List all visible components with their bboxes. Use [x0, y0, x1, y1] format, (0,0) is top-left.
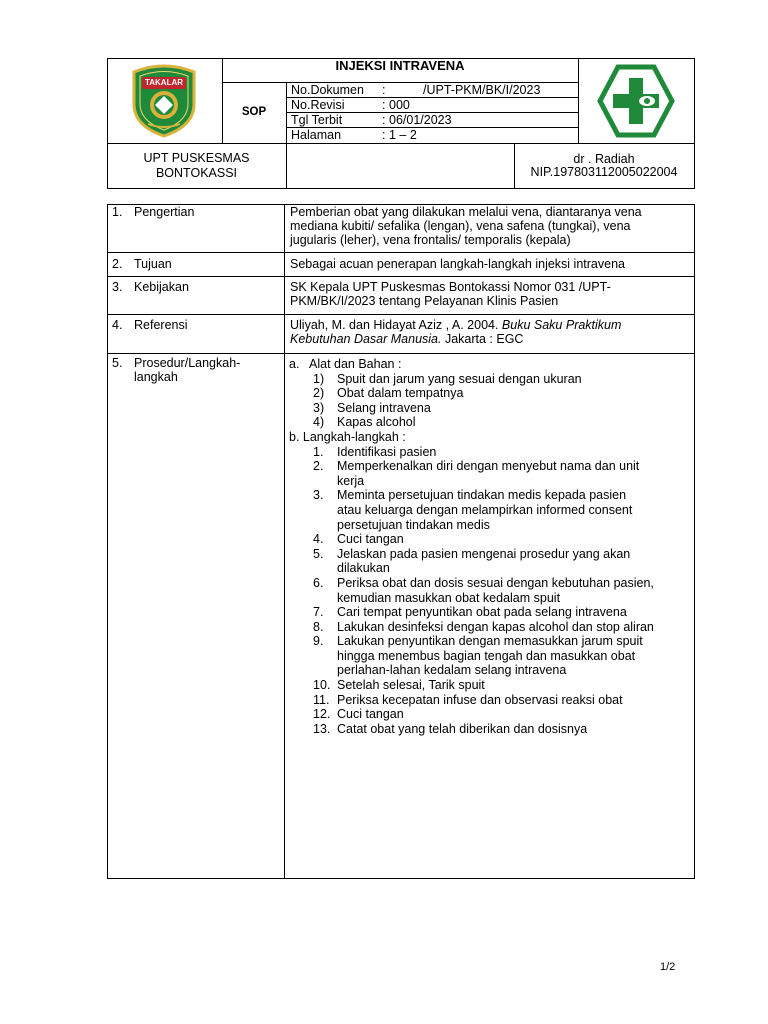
- section-label-line1: Prosedur/Langkah-: [134, 356, 241, 370]
- doc-field-sep: :: [382, 128, 386, 142]
- section-number: 1.: [112, 205, 123, 219]
- step-number: 4.: [313, 532, 324, 547]
- step-text-line: perlahan-lahan kedalam selang intravena: [337, 663, 567, 678]
- document-title: INJEKSI INTRAVENA: [335, 58, 465, 73]
- step-item: [289, 634, 689, 678]
- step-number: 5.: [313, 546, 324, 561]
- org-name-line1: UPT PUSKESMAS: [143, 151, 250, 165]
- tool-item-number: 4): [313, 415, 325, 430]
- tool-item-text: Obat dalam tempatnya: [337, 386, 464, 401]
- step-item: [289, 576, 689, 605]
- tool-item-number: 2): [313, 386, 325, 401]
- reference-title-part2: Kebutuhan Dasar Manusia.: [290, 332, 442, 346]
- doc-field-value: 000: [389, 98, 410, 112]
- doc-field-value: /UPT-PKM/BK/I/2023: [423, 83, 541, 97]
- procedure-list: [289, 357, 689, 736]
- step-item: [289, 459, 689, 488]
- step-number: 9.: [313, 634, 324, 649]
- tool-item-text: Spuit dan jarum yang sesuai dengan ukuran: [337, 371, 582, 386]
- tool-item: [289, 401, 689, 416]
- step-number: 12.: [313, 707, 331, 722]
- section-text-line: PKM/BK/I/2023 tentang Pelayanan Klinis Pasien: [290, 294, 559, 308]
- section-number: 3.: [112, 280, 123, 294]
- tool-item: [289, 415, 689, 430]
- step-item: [289, 722, 689, 737]
- reference-line-2: [290, 332, 523, 347]
- takalar-logo-text: TAKALAR: [144, 78, 184, 87]
- step-item: [289, 445, 689, 460]
- step-number: 1.: [313, 444, 324, 459]
- section-number: 4.: [112, 318, 123, 332]
- step-text-line: Catat obat yang telah diberikan dan dosisnya: [337, 721, 588, 736]
- takalar-logo: [128, 64, 200, 138]
- procedure-part-b-title: b. Langkah-langkah :: [289, 429, 406, 444]
- step-number: 7.: [313, 605, 324, 620]
- reference-title-part1: Buku Saku Praktikum: [501, 318, 622, 332]
- tool-item: [289, 372, 689, 387]
- step-item: [289, 532, 689, 547]
- part-marker: a.: [289, 357, 300, 371]
- doc-field-value: 1 – 2: [389, 128, 417, 142]
- step-text-line: Jelaskan pada pasien mengenai prosedur yang akan: [337, 546, 631, 561]
- tool-item-number: 3): [313, 400, 325, 415]
- signer-nip: NIP.197803112005022004: [530, 165, 678, 179]
- doc-field-label: Tgl Terbit: [291, 113, 343, 127]
- step-text-line: atau keluarga dengan melampirkan informed consent: [337, 502, 633, 517]
- reference-line-1: [290, 318, 621, 333]
- step-number: 8.: [313, 619, 324, 634]
- step-text-line: Memperkenalkan diri dengan menyebut nama dan unit: [337, 459, 640, 474]
- step-number: 11.: [313, 692, 330, 707]
- section-text-line: jugularis (leher), vena frontalis/ temporalis (kepala): [290, 233, 571, 247]
- step-text-line: persetujuan tindakan medis: [337, 517, 490, 532]
- tool-item: [289, 386, 689, 401]
- step-number: 2.: [313, 459, 324, 474]
- step-number: 10.: [313, 678, 331, 693]
- step-text-line: Cuci tangan: [337, 707, 404, 722]
- step-text-line: Periksa kecepatan infuse dan observasi reaksi obat: [337, 692, 623, 707]
- step-item: [289, 620, 689, 635]
- doc-field-label: No.Dokumen: [291, 83, 364, 97]
- step-text-line: Lakukan desinfeksi dengan kapas alcohol dan stop aliran: [337, 619, 654, 634]
- reference-publisher: Jakarta : EGC: [441, 332, 524, 346]
- tool-item-text: Kapas alcohol: [337, 415, 416, 430]
- doc-field-sep: :: [382, 83, 386, 97]
- section-number: 5.: [112, 356, 123, 370]
- reference-author: Uliyah, M. dan Hidayat Aziz , A. 2004.: [290, 318, 502, 332]
- section-label: Tujuan: [134, 257, 172, 271]
- step-text-line: kemudian masukkan obat kedalam spuit: [337, 590, 561, 605]
- section-label-line2: langkah: [134, 370, 178, 384]
- doc-field-value: 06/01/2023: [389, 113, 452, 127]
- section-label: Pengertian: [134, 205, 195, 219]
- step-text-line: Identifikasi pasien: [337, 444, 437, 459]
- section-text-line: mediana kubiti/ sefalika (lengan), vena safena (tungkai), vena: [290, 219, 631, 233]
- step-text-line: Setelah selesai, Tarik spuit: [337, 678, 485, 693]
- section-label: Referensi: [134, 318, 188, 332]
- step-text-line: Periksa obat dan dosis sesuai dengan kebutuhan pasien,: [337, 575, 654, 590]
- doc-field-sep: :: [382, 113, 386, 127]
- step-text-line: Meminta persetujuan tindakan medis kepada pasien: [337, 488, 627, 503]
- step-item: [289, 707, 689, 722]
- step-item: [289, 693, 689, 708]
- doc-field-label: No.Revisi: [291, 98, 345, 112]
- section-number: 2.: [112, 257, 123, 271]
- step-number: 13.: [313, 721, 331, 736]
- step-item: [289, 488, 689, 532]
- step-item: [289, 678, 689, 693]
- step-item: [289, 605, 689, 620]
- section-text-line: Sebagai acuan penerapan langkah-langkah injeksi intravena: [290, 257, 625, 271]
- step-text-line: Cuci tangan: [337, 532, 404, 547]
- tool-item-number: 1): [313, 371, 325, 386]
- puskesmas-logo: [596, 64, 676, 138]
- doc-field-sep: :: [382, 98, 386, 112]
- procedure-part-a-title: [289, 357, 689, 372]
- signer-name: dr . Radiah: [573, 152, 635, 166]
- step-text-line: Cari tempat penyuntikan obat pada selang intravena: [337, 605, 627, 620]
- section-label: Kebijakan: [134, 280, 189, 294]
- page-number: 1/2: [660, 961, 676, 973]
- step-text-line: hingga menembus bagian tengah dan masukkan obat: [337, 648, 636, 663]
- tool-item-text: Selang intravena: [337, 400, 431, 415]
- section-text-line: Pemberian obat yang dilakukan melalui vena, diantaranya vena: [290, 205, 642, 219]
- step-number: 6.: [313, 575, 324, 590]
- step-text-line: Lakukan penyuntikan dengan memasukkan jarum spuit: [337, 634, 643, 649]
- org-name-line2: BONTOKASSI: [155, 166, 238, 180]
- doc-field-label: Halaman: [291, 128, 342, 142]
- step-item: [289, 547, 689, 576]
- section-text-line: SK Kepala UPT Puskesmas Bontokassi Nomor 031 /UPT-: [290, 280, 611, 294]
- step-text-line: dilakukan: [337, 561, 390, 576]
- sop-label: SOP: [241, 106, 267, 118]
- step-number: 3.: [313, 488, 324, 503]
- step-text-line: kerja: [337, 473, 365, 488]
- part-title: Alat dan Bahan :: [309, 357, 402, 371]
